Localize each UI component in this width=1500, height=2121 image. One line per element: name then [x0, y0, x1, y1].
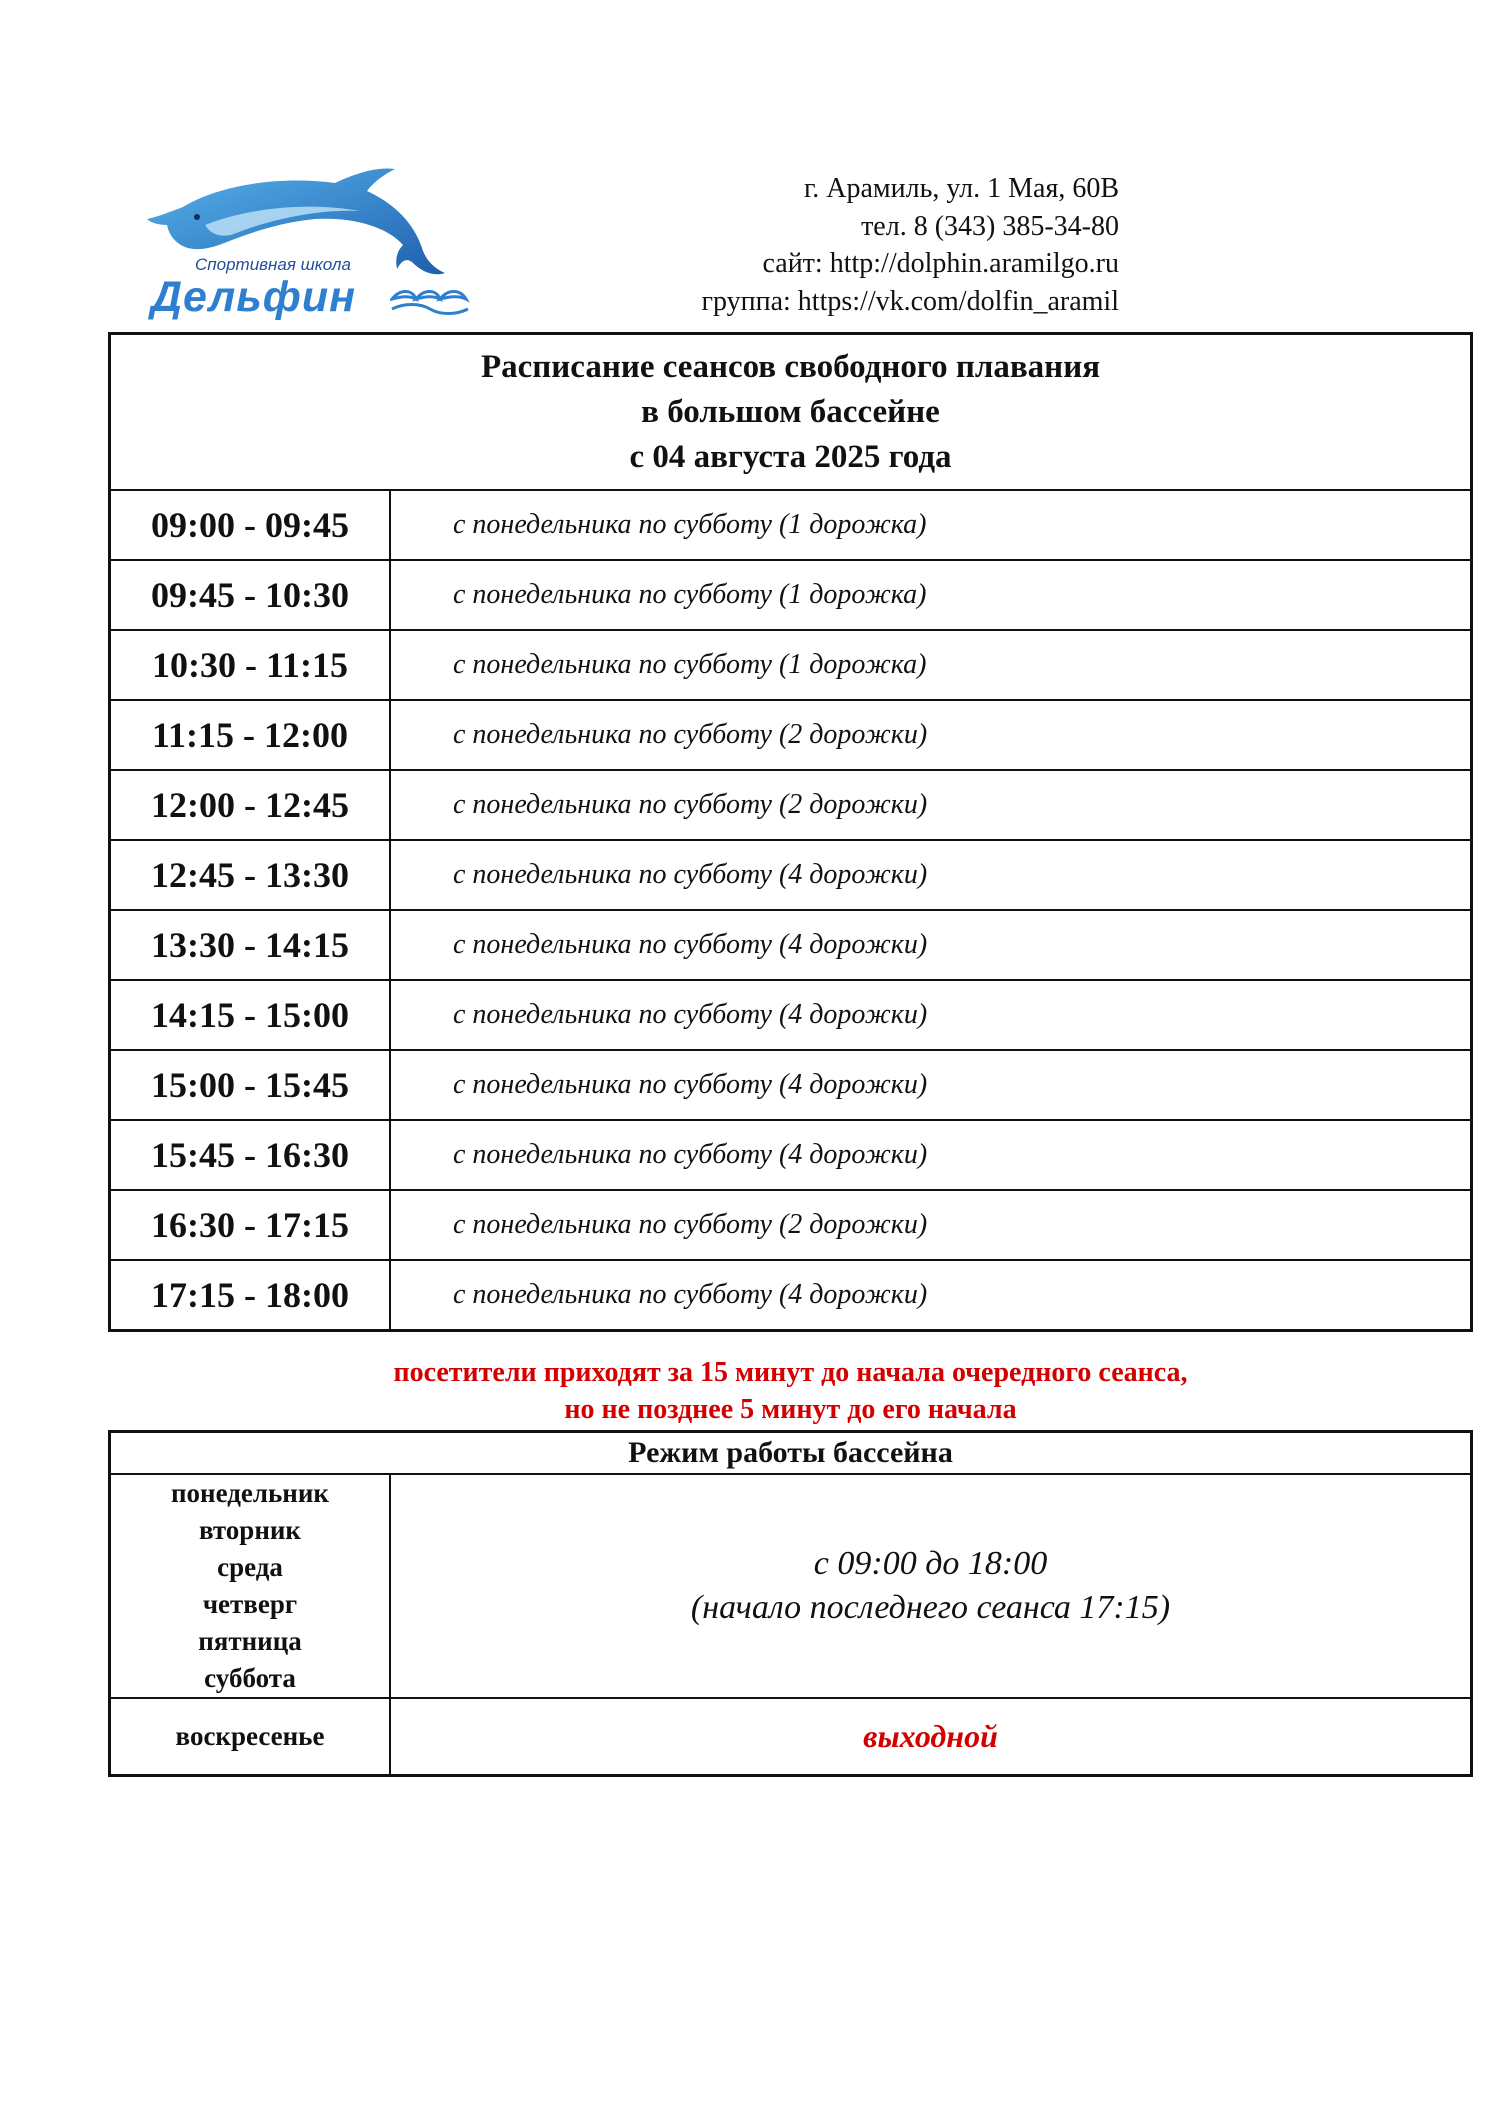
weekday: четверг: [202, 1589, 298, 1619]
schedule-title: [110, 334, 1472, 491]
weekday: понедельник: [171, 1478, 329, 1508]
session-description: с понедельника по субботу (4 дорожки): [390, 1260, 1472, 1331]
session-time: 16:30 - 17:15: [110, 1190, 391, 1260]
session-time: 13:30 - 14:15: [110, 910, 391, 980]
session-time: 10:30 - 11:15: [110, 630, 391, 700]
session-description: с понедельника по субботу (4 дорожки): [390, 840, 1472, 910]
session-time: 12:45 - 13:30: [110, 840, 391, 910]
table-row: [110, 980, 1472, 1050]
weekday-hours-note: (начало последнего сеанса 17:15): [690, 1589, 1171, 1626]
logo: [145, 165, 490, 325]
table-row: [110, 1190, 1472, 1260]
table-row: [110, 770, 1472, 840]
session-description: с понедельника по субботу (2 дорожки): [390, 700, 1472, 770]
session-time: 14:15 - 15:00: [110, 980, 391, 1050]
table-row: [110, 910, 1472, 980]
arrival-note-line1: посетители приходят за 15 минут до начала очередного сеанса,: [393, 1357, 1188, 1388]
table-row: [110, 1050, 1472, 1120]
weekday: пятница: [198, 1626, 302, 1656]
session-time: 09:45 - 10:30: [110, 560, 391, 630]
weekdays-list: [110, 1474, 391, 1698]
sunday-label: воскресенье: [110, 1698, 391, 1776]
table-row: [110, 1260, 1472, 1331]
weekday-hours-range: с 09:00 до 18:00: [813, 1545, 1048, 1582]
contact-address: г. Арамиль, ул. 1 Мая, 60В: [803, 173, 1119, 204]
waves-icon: [390, 285, 470, 315]
session-time: 15:45 - 16:30: [110, 1120, 391, 1190]
session-description: с понедельника по субботу (1 дорожка): [390, 560, 1472, 630]
contacts: [702, 170, 1119, 320]
session-time: 17:15 - 18:00: [110, 1260, 391, 1331]
weekday: среда: [217, 1552, 283, 1582]
schedule-table: [108, 332, 1473, 1332]
session-description: с понедельника по субботу (2 дорожки): [390, 770, 1472, 840]
table-row: [110, 700, 1472, 770]
weekday: суббота: [204, 1663, 296, 1693]
session-description: с понедельника по субботу (4 дорожки): [390, 980, 1472, 1050]
schedule-title-line2: в большом бассейне: [641, 393, 940, 430]
sunday-dayoff: выходной: [390, 1698, 1472, 1776]
schedule-title-line3: с 04 августа 2025 года: [629, 438, 952, 475]
arrival-note-line2: но не позднее 5 минут до его начала: [564, 1394, 1017, 1425]
logo-school-label: Спортивная школа: [195, 255, 351, 274]
arrival-note: [108, 1354, 1473, 1428]
session-description: с понедельника по субботу (1 дорожка): [390, 630, 1472, 700]
schedule-title-line1: Расписание сеансов свободного плавания: [480, 348, 1101, 385]
session-time: 12:00 - 12:45: [110, 770, 391, 840]
session-description: с понедельника по субботу (1 дорожка): [390, 490, 1472, 560]
hours-table: [108, 1430, 1473, 1777]
table-row: [110, 1120, 1472, 1190]
session-time: 15:00 - 15:45: [110, 1050, 391, 1120]
session-description: с понедельника по субботу (2 дорожки): [390, 1190, 1472, 1260]
session-description: с понедельника по субботу (4 дорожки): [390, 1120, 1472, 1190]
hours-title: Режим работы бассейна: [110, 1432, 1472, 1475]
contact-group[interactable]: группа: https://vk.com/dolfin_aramil: [701, 285, 1119, 317]
table-row: [110, 560, 1472, 630]
table-row: [110, 840, 1472, 910]
logo-name: Дельфин: [151, 273, 357, 321]
session-time: 11:15 - 12:00: [110, 700, 391, 770]
weekday-hours: [390, 1474, 1472, 1698]
table-row: [110, 490, 1472, 560]
session-description: с понедельника по субботу (4 дорожки): [390, 1050, 1472, 1120]
weekday: вторник: [198, 1515, 301, 1545]
session-time: 09:00 - 09:45: [110, 490, 391, 560]
contact-site[interactable]: сайт: http://dolphin.aramilgo.ru: [762, 248, 1119, 279]
session-description: с понедельника по субботу (4 дорожки): [390, 910, 1472, 980]
table-row: [110, 630, 1472, 700]
contact-phone: тел. 8 (343) 385-34-80: [861, 210, 1119, 242]
